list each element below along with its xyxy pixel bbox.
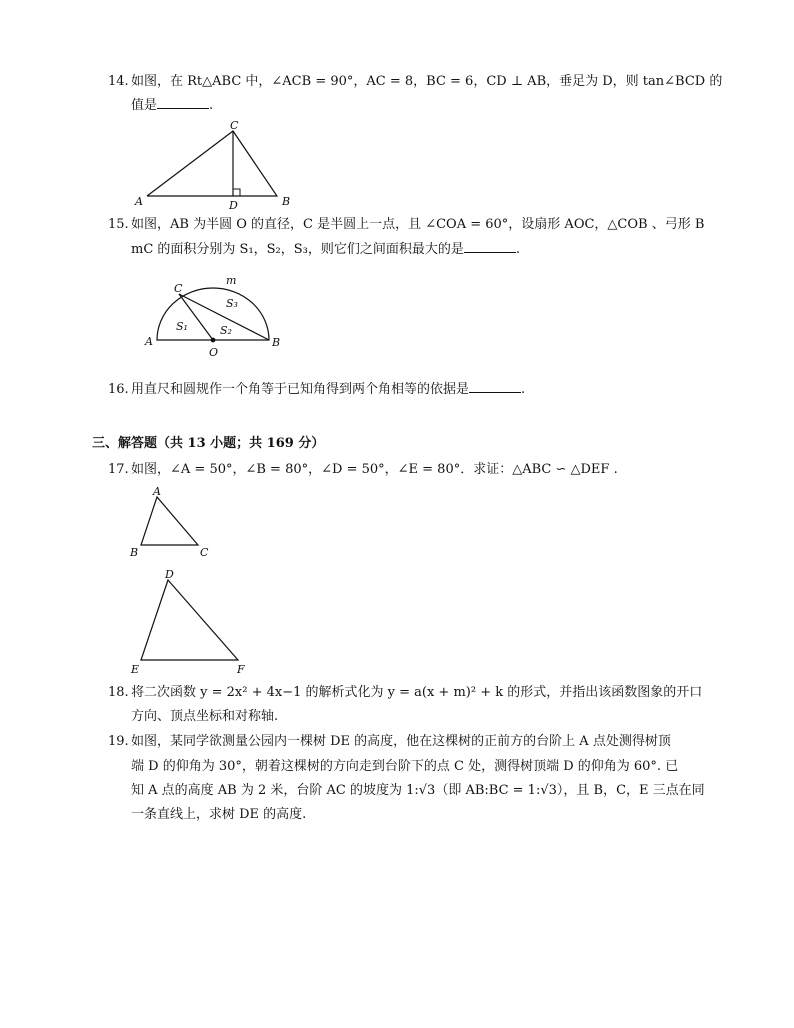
q17-text-line1: 如图，∠A = 50°，∠B = 80°，∠D = 50°，∠E = 80°．求证：△ABC ∽ △DEF . [131, 462, 618, 477]
q14-text-line1: 如图，在 Rt△ABC 中，∠ACB = 90°，AC = 8，BC = 6，CD ⊥ AB，垂足为 D，则 tan∠BCD 的 [131, 74, 723, 89]
q15-label-m: m [226, 274, 237, 287]
q14-label-a: A [135, 195, 143, 208]
q14-label-b: B [282, 195, 291, 208]
q19-text-line3: 知 A 点的高度 AB 为 2 米，台阶 AC 的坡度为 1:√3（即 AB:BC = 1:√3），且 B，C，E 三点在同 [131, 783, 705, 798]
q15-suffix: . [515, 242, 521, 257]
q17-number: 17. [108, 462, 129, 477]
q15-prefix: mC 的面积分别为 S₁，S₂，S₃，则它们之间面积最大的是 [131, 242, 464, 257]
q15-text-line1: 如图，AB 为半圆 O 的直径，C 是半圆上一点，且 ∠COA = 60°，设扇形 AOC，△COB 、弓形 B [131, 217, 705, 232]
q18-text-line2: 方向、顶点坐标和对称轴. [131, 709, 279, 724]
q17-label-c: C [200, 546, 209, 559]
q19-text-line2: 端 D 的仰角为 30°，朝着这棵树的方向走到台阶下的点 C 处，测得树顶端 D 的仰角为 60°. 已 [131, 759, 679, 774]
q14-label-d: D [229, 199, 238, 212]
q17-label-f: F [237, 663, 245, 676]
q15-label-s2: S₂ [220, 324, 232, 337]
q14-label-c: C [230, 119, 239, 132]
q19-number: 19. [108, 734, 129, 749]
q18-text-line1: 将二次函数 y = 2x² + 4x−1 的解析式化为 y = a(x + m)² + k 的形式，并指出该函数图象的开口 [131, 685, 703, 700]
q18-number: 18. [108, 685, 129, 700]
q15-label-a: A [145, 335, 153, 348]
q17-label-d: D [165, 568, 174, 581]
q15-label-s1: S₁ [176, 320, 188, 333]
q15-label-c: C [174, 282, 183, 295]
q14-prefix: 值是 [131, 98, 158, 113]
q15-label-o: O [209, 346, 219, 359]
q17-label-a: A [153, 485, 161, 498]
q14-suffix: . [209, 98, 214, 113]
q17-label-e: E [131, 663, 140, 676]
q15-label-b: B [272, 336, 281, 349]
q15-number: 15. [108, 217, 129, 232]
q17-label-b: B [130, 546, 139, 559]
q19-text-line1: 如图，某同学欲测量公园内一棵树 DE 的高度，他在这棵树的正前方的台阶上 A 点处测得树顶 [131, 734, 671, 749]
q14-number: 14. [108, 74, 129, 89]
q16-number: 16. [108, 382, 129, 397]
q19-text-line4: 一条直线上，求树 DE 的高度. [131, 807, 307, 822]
q15-label-s3: S₃ [226, 297, 238, 310]
q16-prefix: 用直尺和圆规作一个角等于已知角得到两个角相等的依据是 [131, 382, 470, 397]
q16-suffix: . [521, 382, 526, 397]
section-3-title: 三、解答题（共 13 小题；共 169 分） [92, 436, 325, 451]
